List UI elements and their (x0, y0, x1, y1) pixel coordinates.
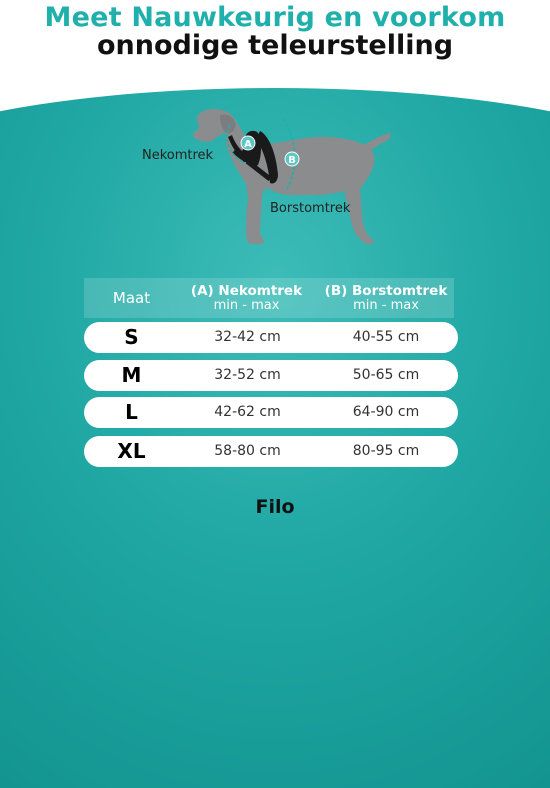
chest-cell: 80-95 cm (352, 443, 420, 459)
dog-silhouette (193, 109, 391, 244)
neck-cell: 32-52 cm (214, 367, 281, 383)
table-row (84, 436, 458, 467)
neck-label: Nekomtrek (142, 148, 214, 163)
chest-cell: 40-55 cm (352, 329, 420, 345)
chest-label: Borstomtrek (270, 201, 351, 216)
size-cell: S (124, 325, 139, 349)
header-chest-title: (B) Borstomtrek (324, 283, 448, 299)
neck-cell: 58-80 cm (214, 443, 281, 459)
size-table-header (84, 278, 454, 318)
brand-logo: Filo (255, 496, 295, 518)
marker-b: B (288, 155, 296, 166)
dog-harness-diagram (150, 95, 400, 255)
neck-cell: 32-42 cm (214, 329, 281, 345)
headline-line-1: Meet Nauwkeurig en voorkom (44, 2, 506, 33)
chest-cell: 50-65 cm (352, 367, 420, 383)
neck-cell: 42-62 cm (214, 404, 281, 420)
header-chest-sub: min - max (353, 298, 419, 313)
header-chest (316, 278, 456, 318)
marker-a: A (244, 139, 252, 150)
table-row (84, 360, 458, 391)
size-cell: M (121, 363, 142, 387)
chest-cell: 64-90 cm (352, 404, 420, 420)
table-row (84, 397, 458, 428)
header-neck-sub: min - max (213, 298, 280, 313)
header-neck (179, 278, 314, 318)
size-cell: L (125, 400, 138, 424)
header-neck-title: (A) Nekomtrek (190, 283, 303, 299)
size-cell: XL (117, 439, 146, 463)
table-row (84, 322, 458, 353)
headline-line-2: onnodige teleurstelling (96, 30, 454, 61)
header-size: Maat (112, 289, 151, 307)
